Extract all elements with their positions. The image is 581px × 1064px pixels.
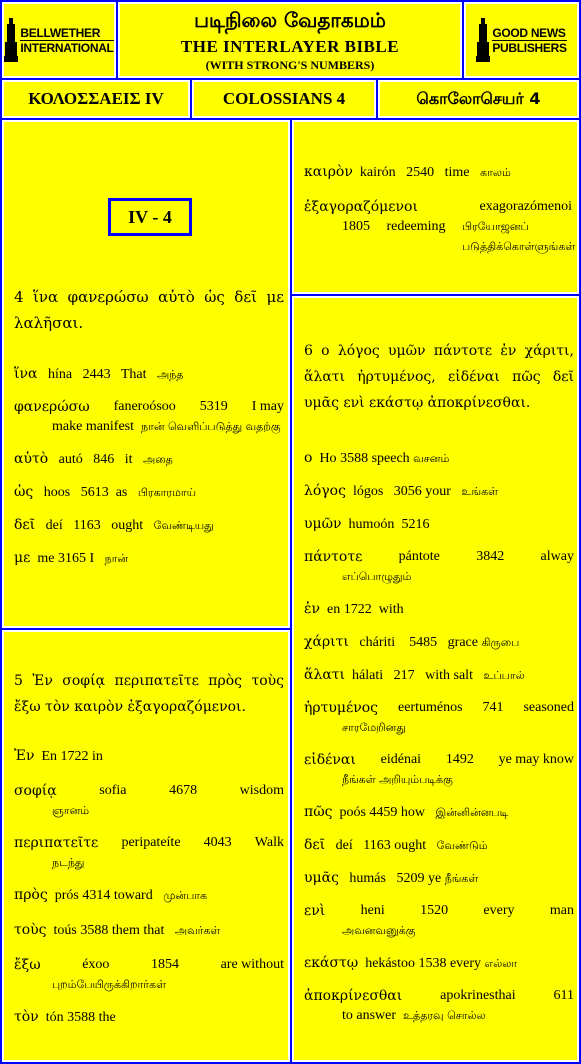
transliteration: poós [339,805,366,820]
english-gloss: ought [394,838,427,853]
word-entry [304,599,574,620]
tamil-gloss: உப்பால் [483,669,525,682]
english-gloss: with salt [425,668,473,683]
strongs-number: 1538 [418,956,447,971]
strongs-number: 3588 [67,1010,96,1025]
greek-word: πάντοτε [304,549,363,565]
strongs-number: 4314 [82,888,111,903]
strongs-number: 741 [482,700,504,715]
tamil-gloss: அவனவனுக்கு [342,924,416,937]
strongs-number: 2540 [406,165,435,180]
word-entry [14,482,284,503]
left-panel-verse4 [2,120,290,628]
tamil-gloss: நான் [104,552,129,565]
english-gloss: in [92,749,103,764]
greek-word: εκάστῳ [304,955,359,971]
tamil-gloss: சாரமேறினது [342,721,406,734]
strongs-number: 5319 [199,399,228,414]
word-entry [304,162,572,183]
strongs-number: 5216 [401,517,430,532]
strongs-number: 1163 [73,518,101,533]
greek-word: ενὶ [304,903,326,919]
greek-word: χάριτι [304,634,349,650]
transliteration: pántote [398,549,440,564]
word-entry [14,781,284,821]
english-gloss: your [425,484,451,499]
strongs-number: 3842 [476,549,505,564]
title-tamil: படிநிலை வேதாகமம் [194,8,386,32]
tamil-gloss: உங்கள் [461,485,499,498]
strongs-number: 1520 [420,903,449,918]
word-entry [14,364,284,385]
english-gloss: alway [540,549,574,564]
transliteration: autó [58,452,83,467]
word-entry [304,665,574,686]
tamil-gloss: எப்பொழுதும் [342,570,412,583]
tamil-gloss: முன்பாக [163,889,208,902]
word-entry [14,449,284,470]
greek-word: ο [304,450,313,466]
word-entry [304,901,574,941]
transliteration: en [327,602,341,617]
tamil-gloss: பிரயோஜனப் படுத்திக்கொள்ளுங்கள் [462,220,576,253]
strongs-number: 5613 [80,485,109,500]
strongs-number: 1163 [363,838,391,853]
transliteration: apokrinesthai [440,988,516,1003]
greek-word: ἐξαγοραζόμενοι [304,199,418,215]
greek-word: ἠρτυμένος [304,700,379,716]
greek-word: περιπατεῖτε [14,835,99,851]
title-subtitle: (WITH STRONG'S NUMBERS) [205,58,375,72]
strongs-number: 1492 [445,752,474,767]
english-gloss: redeeming [386,219,446,234]
transliteration: lógos [352,484,384,499]
greek-word: ἐν [304,601,321,617]
transliteration: deí [45,518,63,533]
tamil-gloss: உத்தரவு சொல்ல [403,1009,486,1022]
logo-left-line1: BELLWETHER [20,26,113,41]
english-gloss: to answer [342,1008,397,1023]
word-entry [304,750,574,790]
bellwether-logo-icon [4,18,18,62]
strongs-number: 846 [93,452,115,467]
right-panel-verse5-cont [292,120,579,294]
english-gloss: seasoned [523,700,574,715]
transliteration: En [41,749,58,764]
greek-word: σοφίᾳ [14,783,57,799]
english-gloss: toward [113,888,153,903]
tamil-gloss: நீங்கள் அறியும்படிக்கு [342,773,453,786]
title-block [118,2,462,78]
greek-word: ἔξω [14,957,41,973]
verse-5-text: 5 Ἐν σοφίᾳ περιπατεῖτε πρὸς τοὺς ἔξω τὸν καιρὸν ἐξαγοραζόμενοι. [14,673,284,715]
english-gloss: ye [427,871,442,886]
transliteration: eertuménos [397,700,463,715]
greek-word: υμῶν [304,516,342,532]
english-gloss: grace [447,635,478,650]
english-gloss: time [444,165,470,180]
greek-word: δεῖ [304,837,326,853]
word-entry [304,698,574,738]
greek-word: δεῖ [14,517,36,533]
greek-word: αὐτὸ [14,451,49,467]
english-gloss: are without [220,957,284,972]
strongs-number: 1722 [60,749,89,764]
word-entry [304,835,574,856]
transliteration: hína [47,367,73,382]
transliteration: cháriti [359,635,396,650]
book-title-tamil: கொலோசெயர் 4 [378,80,579,118]
english-gloss: speech [371,451,410,466]
tamil-gloss: வேண்டியது [153,519,214,532]
transliteration: hálati [352,668,384,683]
english-gloss: wisdom [239,783,284,798]
transliteration: peripateíte [121,835,181,850]
strongs-number: 3588 [340,451,369,466]
word-entry [304,547,574,587]
word-entry [14,1007,284,1028]
greek-word: τοὺς [14,922,47,938]
transliteration: faneroósoo [113,399,176,414]
greek-word: ἅλατι [304,667,346,683]
word-entry [14,548,284,569]
tamil-gloss: புறம்பேயிருக்கிறார்கள் [52,978,166,991]
english-gloss-cont: make manifest [52,419,135,434]
transliteration: deí [335,838,353,853]
word-entry [304,802,574,823]
transliteration: heni [360,903,385,918]
tamil-gloss: நான் வெளிப்படுத்து வதற்கு [141,420,281,433]
transliteration: hoos [43,485,71,500]
word-entry [304,197,576,257]
good-news-logo-icon [476,18,490,62]
verse-4-text: 4 ἵνα φανερώσω αὐτὸ ὡς δεῖ με λαλῆσαι. [14,288,284,332]
english-gloss: the [98,1010,116,1025]
word-entry [304,632,574,653]
tamil-gloss: காலம் [480,166,511,179]
tamil-gloss: எல்லா [484,957,518,970]
english-gloss: how [400,805,426,820]
strongs-number: 1722 [343,602,372,617]
book-title-greek: ΚΟΛΟΣΣΑΕΙΣ IV [2,80,190,118]
word-entry [14,515,284,536]
tamil-gloss: நடந்து [52,856,85,869]
tamil-gloss: பிரகாரமாய் [137,486,197,499]
chapter-label: IV - 4 [108,198,192,236]
english-gloss-cont: man [549,903,574,918]
word-entry [304,448,574,469]
word-entry [14,833,284,873]
verse-6-words [294,448,581,1026]
left-panel-verse5 [2,630,290,1062]
english-gloss: with [378,602,404,617]
strongs-number: 5485 [409,635,438,650]
tamil-gloss: இன்னின்னபடி [435,806,509,819]
transliteration: me [37,551,55,566]
tamil-gloss: கிருபை [481,636,520,649]
greek-word: καιρὸν [304,164,353,180]
english-gloss: every [449,956,482,971]
book-title-english: COLOSSIANS 4 [192,80,376,118]
word-entry [14,746,284,767]
english-gloss: them that [111,923,165,938]
english-gloss: as [115,485,128,500]
greek-word: εἰδέναι [304,752,356,768]
transliteration: eidénai [380,752,422,767]
english-gloss: ye may know [498,752,574,767]
transliteration: tón [45,1010,64,1025]
tamil-gloss: ஞானம் [52,804,90,817]
transliteration: sofia [99,783,127,798]
transliteration: humoón [348,517,395,532]
verse-6-text: 6 ο λόγος υμῶν πάντοτε ἐν χάριτι, ἅλατι ἠρτυμένος, εἰδέναι πῶς δεῖ υμᾶς ενὶ εκάστῳ ἀποκρίνεσθαι. [304,343,574,411]
word-entry [14,885,284,906]
logo-right [464,2,579,78]
strongs-number: 4459 [369,805,398,820]
greek-word: υμᾶς [304,870,339,886]
english-gloss: I may [251,399,284,414]
transliteration: prós [54,888,79,903]
greek-word: τὸν [14,1009,39,1025]
english-gloss: That [120,367,147,382]
greek-word: λόγος [304,483,346,499]
strongs-number: 217 [393,668,415,683]
transliteration: hekástoo [365,956,415,971]
word-entry [14,397,284,437]
title-english: THE INTERLAYER BIBLE [180,37,400,56]
tamil-gloss: அவர்கள் [174,924,221,937]
transliteration: toús [53,923,77,938]
strongs-number: 3056 [393,484,422,499]
tamil-gloss: நீங்கள் [444,872,479,885]
logo-left [2,2,116,78]
right-panel-verse6 [292,296,579,1062]
greek-word: με [14,550,31,566]
tamil-gloss: வசனம் [413,452,450,465]
english-gloss: every [483,903,515,918]
transliteration: exagorazómenoi [479,199,572,214]
english-gloss: I [89,551,95,566]
greek-word: πρὸς [14,887,48,903]
word-entry [14,920,284,941]
strongs-number: 3588 [80,923,109,938]
strongs-number: 2443 [82,367,111,382]
logo-right-line2: PUBLISHERS [492,40,567,55]
english-gloss: ought [111,518,144,533]
greek-word: ἀποκρίνεσθαι [304,988,403,1004]
strongs-number: 1805 [342,219,370,234]
strongs-number: 1854 [151,957,180,972]
greek-word: ὡς [14,484,34,500]
transliteration: kairón [359,165,396,180]
tamil-gloss: அதை [143,453,173,466]
word-entry [304,481,574,502]
strongs-number: 3165 [57,551,86,566]
word-entry [304,868,574,889]
greek-word: ἵνα [14,366,38,382]
logo-left-line2: INTERNATIONAL [20,40,114,55]
english-gloss: it [124,452,133,467]
strongs-number: 4043 [203,835,232,850]
transliteration: Ho [319,451,337,466]
greek-word: πῶς [304,804,333,820]
greek-word: φανερώσω [14,399,90,415]
strongs-number: 5209 [396,871,425,886]
tamil-gloss: அந்த [156,368,184,381]
strongs-number: 4678 [169,783,198,798]
verse-5-words [4,746,292,1028]
tamil-gloss: வேண்டும் [436,839,488,852]
word-entry [304,953,574,974]
transliteration: humás [349,871,386,886]
english-gloss: Walk [254,835,284,850]
transliteration: éxoo [82,957,110,972]
word-entry [304,514,574,535]
word-entry [14,955,284,995]
greek-word: Ἐν [14,748,35,764]
verse-4-words [4,364,292,569]
word-entry [304,986,574,1026]
strongs-number: 611 [553,988,574,1003]
logo-right-line1: GOOD NEWS [492,25,566,40]
